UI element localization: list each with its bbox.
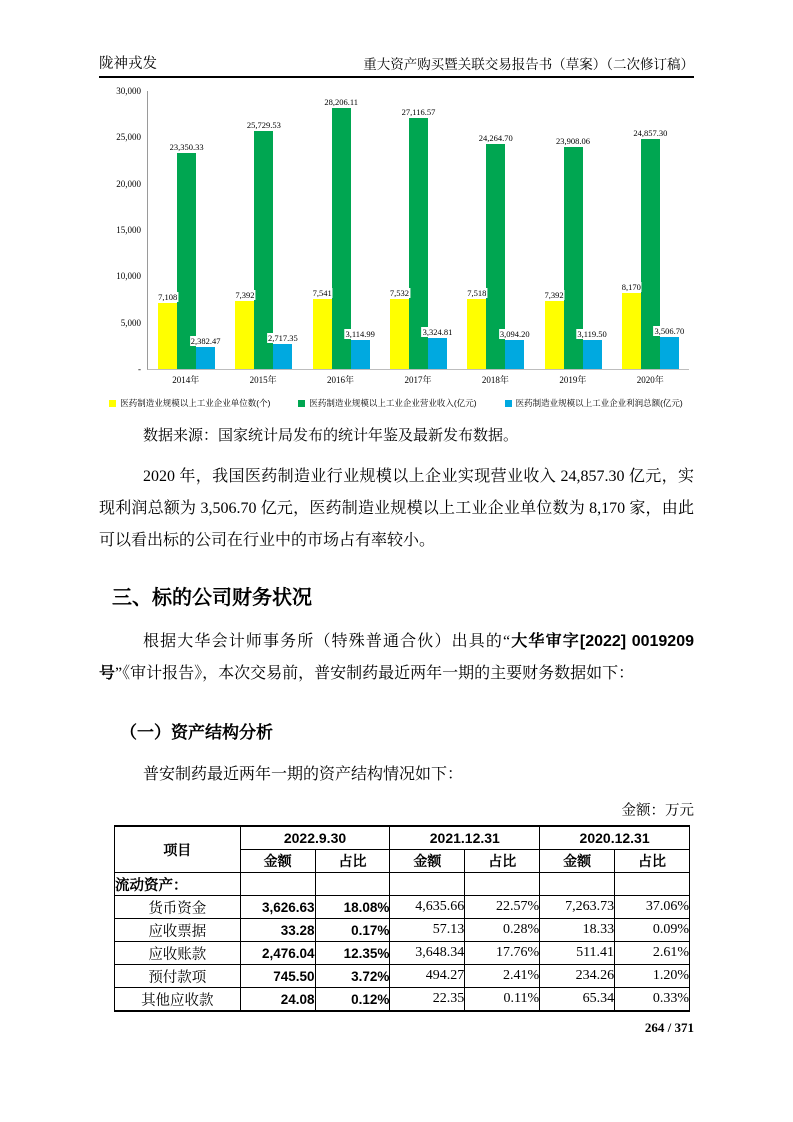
cell-ratio: 37.06%: [615, 896, 690, 919]
legend-item-profit: [505, 397, 683, 409]
bar-units-2019年: [545, 301, 564, 369]
section-label: 流动资产：: [115, 873, 241, 896]
industry-bar-chart: [103, 86, 689, 409]
col-header-ratio: 占比: [615, 850, 690, 873]
cell-amount: 745.50: [240, 965, 315, 988]
bar-value-label: 23,350.33: [169, 141, 204, 152]
bar-value-label: 3,114.99: [345, 329, 375, 340]
y-tick-label: 15,000: [116, 225, 141, 235]
cell-amount: 57.13: [390, 919, 465, 942]
cell-ratio: 18.08%: [315, 896, 390, 919]
asset-structure-table: [114, 825, 690, 1012]
empty-cell: [465, 873, 540, 896]
bar-wrap-profit: [190, 91, 221, 369]
y-tick-label: 5,000: [120, 317, 141, 328]
page-number: 264 / 371: [644, 1020, 694, 1035]
y-tick-label: 10,000: [116, 271, 141, 282]
empty-cell: [615, 873, 690, 896]
table-row: [115, 965, 690, 988]
bar-value-label: 7,392: [544, 289, 564, 300]
cell-amount: 65.34: [540, 988, 615, 1012]
bar-value-label: 23,908.06: [556, 136, 591, 147]
bar-value-label: 2,717.35: [268, 332, 298, 343]
cell-ratio: 12.35%: [315, 942, 390, 965]
bar-value-label: 2,382.47: [190, 335, 221, 346]
bar-value-label: 7,541: [312, 288, 332, 299]
legend-swatch-icon: [505, 400, 512, 407]
row-label: 应收账款: [115, 942, 241, 965]
document-header: [99, 0, 694, 78]
bar-wrap-units: [545, 91, 564, 369]
col-header-amount: 金额: [240, 850, 315, 873]
table-header-row-dates: [115, 826, 690, 850]
bar-units-2020年: [622, 293, 641, 369]
legend-swatch-icon: [298, 400, 305, 407]
bar-units-2015年: [235, 301, 254, 369]
intro-paragraph: 普安制药最近两年一期的资产结构情况如下：: [143, 766, 464, 783]
table-row-section: [115, 873, 690, 896]
cell-ratio: 1.20%: [615, 965, 690, 988]
audit-report-number: 大华审字[2022] 0019209 号: [99, 633, 694, 682]
cell-amount: 7,263.73: [540, 896, 615, 919]
cell-amount: 22.35: [390, 988, 465, 1012]
cell-ratio: 0.28%: [465, 919, 540, 942]
col-group-2021-12-31: 2021.12.31: [390, 826, 540, 850]
subsection-heading: （一）资产结构分析: [120, 723, 273, 742]
bar-group-2016年: [303, 91, 380, 369]
bar-units-2014年: [158, 303, 177, 369]
cell-ratio: 17.76%: [465, 942, 540, 965]
y-tick-label: 30,000: [116, 86, 141, 96]
x-axis-label-2016年: 2016年: [327, 375, 355, 385]
bar-wrap-profit: [577, 91, 607, 369]
bar-group-2019年: [534, 91, 611, 369]
col-header-ratio: 占比: [315, 850, 390, 873]
bar-value-label: 24,264.70: [478, 133, 513, 144]
col-group-2022-09-30: 2022.9.30: [240, 826, 390, 850]
bar-value-label: 24,857.30: [633, 127, 668, 138]
bar-wrap-profit: [422, 91, 453, 369]
col-header-amount: 金额: [540, 850, 615, 873]
y-tick-label: 25,000: [116, 132, 141, 143]
cell-ratio: 0.33%: [615, 988, 690, 1012]
header-report-title: 重大资产购买暨关联交易报告书（草案）（二次修订稿）: [363, 57, 694, 72]
y-tick-label: 20,000: [116, 178, 141, 189]
x-axis-label-2018年: 2018年: [481, 375, 509, 385]
cell-amount: 4,635.66: [390, 896, 465, 919]
legend-label: 医药制造业规模以上工业企业利润总额(亿元): [515, 398, 683, 408]
bar-value-label: 3,094.20: [499, 329, 530, 340]
bar-wrap-units: [158, 91, 177, 369]
cell-amount: 494.27: [390, 965, 465, 988]
bar-value-label: 8,170: [621, 282, 641, 293]
bar-value-label: 7,392: [235, 289, 255, 300]
data-source-note: 数据来源：国家统计局发布的统计年鉴及最新发布数据。: [143, 428, 519, 444]
cell-ratio: 0.17%: [315, 919, 390, 942]
x-axis-label-2014年: 2014年: [172, 375, 200, 385]
table-row: [115, 896, 690, 919]
bar-group-2020年: [612, 91, 689, 369]
bar-group-2017年: [380, 91, 457, 369]
empty-cell: [540, 873, 615, 896]
chart-legend: [103, 397, 689, 409]
bar-value-label: 7,532: [389, 288, 410, 299]
legend-item-revenue: [298, 397, 476, 409]
cell-ratio: 2.61%: [615, 942, 690, 965]
bar-wrap-units: [313, 91, 332, 369]
bar-value-label: 3,324.81: [422, 327, 453, 338]
bar-wrap-revenue: [246, 91, 281, 369]
bar-value-label: 25,729.53: [246, 119, 281, 130]
bar-wrap-revenue: [556, 91, 591, 369]
cell-amount: 18.33: [540, 919, 615, 942]
bar-profit-2019年: [583, 340, 602, 369]
bar-value-label: 7,108: [158, 292, 178, 303]
col-header-item: 项目: [115, 826, 241, 873]
bar-profit-2014年: [196, 347, 215, 369]
bar-wrap-revenue: [478, 91, 513, 369]
row-label: 预付款项: [115, 965, 241, 988]
summary-paragraph: 2020 年，我国医药制造业行业规模以上企业实现营业收入 24,857.30 亿元，实现利润总额为 3,506.70 亿元，医药制造业规模以上工业企业单位数为 8,170 家，由此可以看出标的公司在行业中的市场占有率较小。: [99, 468, 694, 549]
cell-amount: 2,476.04: [240, 942, 315, 965]
bar-wrap-units: [390, 91, 409, 369]
bar-units-2016年: [313, 299, 332, 369]
cell-amount: 511.41: [540, 942, 615, 965]
header-company-name: 陇神戎发: [99, 56, 157, 72]
row-label: 货币资金: [115, 896, 241, 919]
legend-label: 医药制造业规模以上工业企业营业收入(亿元): [309, 398, 477, 408]
col-header-ratio: 占比: [465, 850, 540, 873]
cell-ratio: 2.41%: [465, 965, 540, 988]
row-label: 应收票据: [115, 919, 241, 942]
bar-profit-2016年: [351, 340, 370, 369]
audit-paragraph-pre: 根据大华会计师事务所（特殊普通合伙）出具的“: [143, 633, 511, 650]
bar-group-2018年: [457, 91, 534, 369]
table-row: [115, 919, 690, 942]
legend-item-units: [109, 397, 270, 409]
bar-wrap-revenue: [169, 91, 204, 369]
bar-profit-2015年: [273, 344, 292, 369]
cell-ratio: 0.12%: [315, 988, 390, 1012]
cell-ratio: 0.09%: [615, 919, 690, 942]
bar-value-label: 3,119.50: [577, 329, 607, 340]
legend-swatch-icon: [109, 400, 116, 407]
cell-amount: 3,626.63: [240, 896, 315, 919]
bar-wrap-units: [235, 91, 254, 369]
empty-cell: [315, 873, 390, 896]
x-axis-label-2015年: 2015年: [249, 375, 277, 385]
table-row: [115, 988, 690, 1012]
table-row: [115, 942, 690, 965]
bar-units-2017年: [390, 299, 409, 369]
section-heading: 三、标的公司财务状况: [112, 587, 312, 609]
table-unit-note: 金额：万元: [621, 803, 694, 819]
bar-group-2015年: [225, 91, 302, 369]
cell-amount: 24.08: [240, 988, 315, 1012]
cell-ratio: 0.11%: [465, 988, 540, 1012]
col-header-amount: 金额: [390, 850, 465, 873]
chart-x-axis: [147, 370, 689, 386]
audit-paragraph: [99, 626, 694, 690]
cell-amount: 234.26: [540, 965, 615, 988]
empty-cell: [390, 873, 465, 896]
bar-wrap-profit: [268, 91, 298, 369]
bar-profit-2020年: [660, 337, 679, 369]
x-axis-label-2019年: 2019年: [559, 375, 587, 385]
cell-ratio: 3.72%: [315, 965, 390, 988]
cell-ratio: 22.57%: [465, 896, 540, 919]
bar-profit-2017年: [428, 338, 447, 369]
bar-value-label: 28,206.11: [324, 96, 359, 107]
x-axis-label-2020年: 2020年: [636, 375, 664, 385]
cell-amount: 33.28: [240, 919, 315, 942]
bar-value-label: 27,116.57: [401, 106, 436, 117]
bar-value-label: 3,506.70: [654, 325, 685, 336]
legend-label: 医药制造业规模以上工业企业单位数(个): [120, 398, 271, 408]
x-axis-label-2017年: 2017年: [404, 375, 432, 385]
empty-cell: [240, 873, 315, 896]
bar-wrap-revenue: [324, 91, 359, 369]
bar-value-label: 7,518: [467, 288, 487, 299]
col-group-2020-12-31: 2020.12.31: [540, 826, 690, 850]
chart-plot: [116, 86, 689, 374]
y-tick-label: -: [138, 364, 141, 374]
cell-amount: 3,648.34: [390, 942, 465, 965]
row-label: 其他应收款: [115, 988, 241, 1012]
audit-paragraph-post: ”《审计报告》，本次交易前，普安制药最近两年一期的主要财务数据如下：: [115, 665, 635, 682]
bar-group-2014年: [148, 91, 225, 369]
bar-profit-2018年: [505, 340, 524, 369]
bar-wrap-profit: [345, 91, 375, 369]
bar-units-2018年: [467, 299, 486, 369]
